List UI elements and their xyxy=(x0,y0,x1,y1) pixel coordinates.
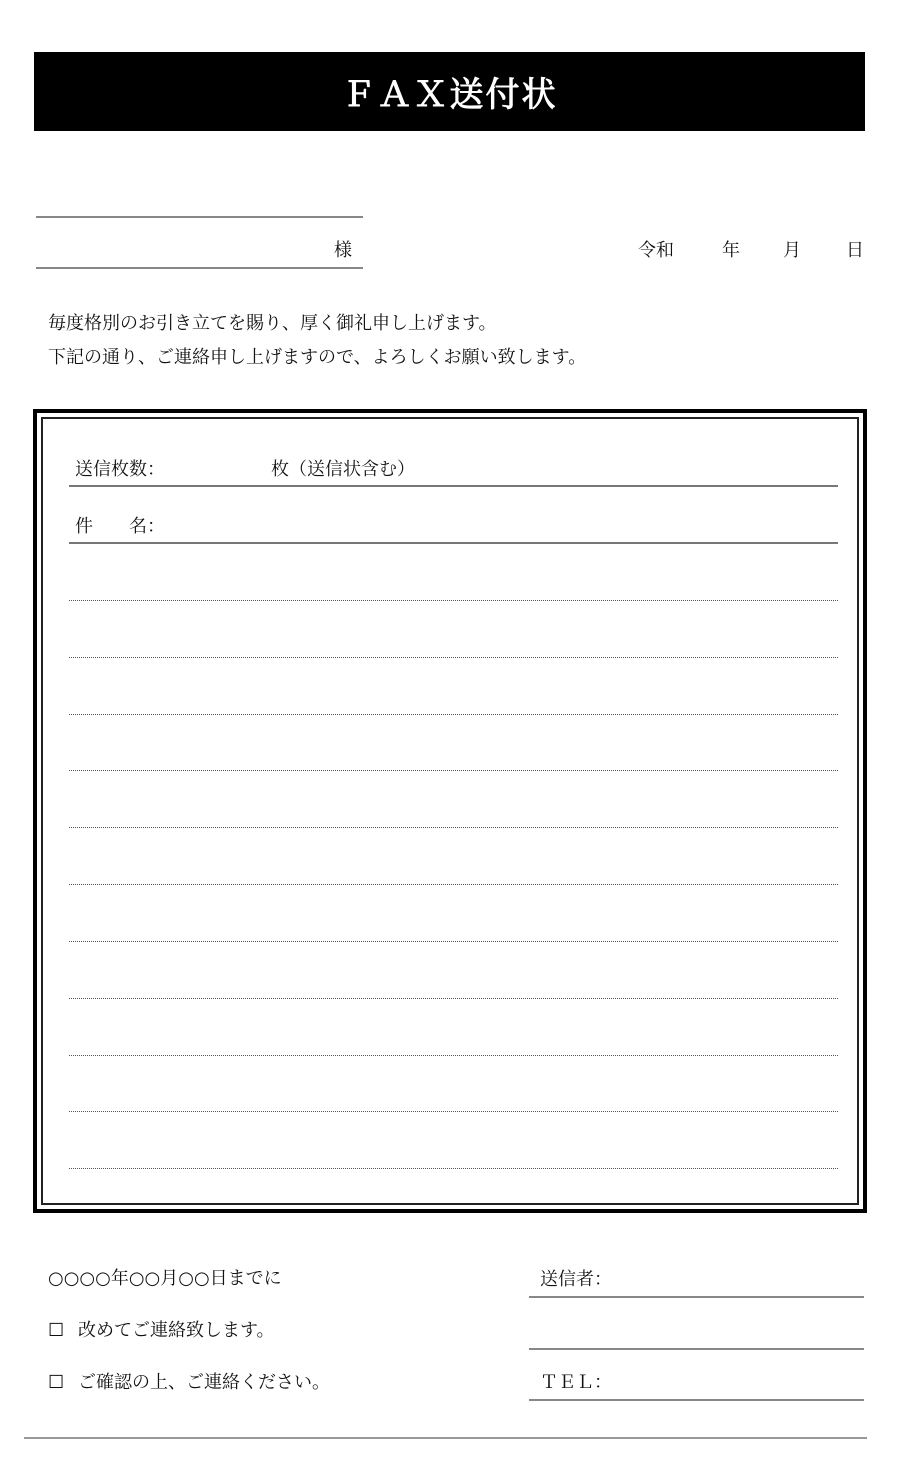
greeting-line-1: 毎度格別のお引き立てを賜り、厚く御礼申し上げます。 xyxy=(48,313,497,334)
date-year-unit: 年 xyxy=(722,240,740,261)
message-frame-inner xyxy=(41,417,859,1205)
message-line[interactable] xyxy=(69,1055,838,1056)
message-line[interactable] xyxy=(69,998,838,999)
sender-label: 送信者： xyxy=(540,1269,612,1290)
message-frame xyxy=(33,409,867,1213)
message-line[interactable] xyxy=(69,600,838,601)
message-line[interactable] xyxy=(69,884,838,885)
message-line[interactable] xyxy=(69,941,838,942)
reply-deadline: ○○○○年○○月○○日までに xyxy=(48,1268,282,1289)
recipient-honorific: 様 xyxy=(334,240,352,261)
message-line[interactable] xyxy=(69,1168,838,1169)
pages-label: 送信枚数： xyxy=(75,459,165,480)
tel-label: ＴＥＬ： xyxy=(540,1372,612,1393)
recipient-line-bottom xyxy=(36,267,363,269)
bottom-divider xyxy=(24,1437,867,1439)
subject-field-line[interactable] xyxy=(69,542,838,544)
date-month-unit: 月 xyxy=(783,240,801,261)
recipient-line-top xyxy=(36,216,363,218)
message-line[interactable] xyxy=(69,1111,838,1112)
option-confirm-contact[interactable] xyxy=(48,1374,330,1392)
date-day-unit: 日 xyxy=(846,240,864,261)
pages-field-line[interactable] xyxy=(69,485,838,487)
sender-field-line[interactable] xyxy=(529,1296,864,1298)
date-era: 令和 xyxy=(638,240,674,261)
page-title: ＦＡＸ送付状 xyxy=(341,75,558,115)
option-contact-again-label: 改めてご連絡致します。 xyxy=(78,1320,275,1341)
message-line[interactable] xyxy=(69,714,838,715)
checkbox-icon[interactable]: ☐ xyxy=(48,1320,65,1341)
tel-field-line[interactable] xyxy=(529,1399,864,1401)
option-contact-again[interactable] xyxy=(48,1322,275,1340)
option-confirm-contact-label: ご確認の上、ご連絡ください。 xyxy=(78,1372,330,1393)
greeting-line-2: 下記の通り、ご連絡申し上げますので、よろしくお願い致します。 xyxy=(48,347,587,368)
message-line[interactable] xyxy=(69,770,838,771)
fax-title-banner xyxy=(34,52,865,131)
message-line[interactable] xyxy=(69,827,838,828)
message-line[interactable] xyxy=(69,657,838,658)
checkbox-icon[interactable]: ☐ xyxy=(48,1372,65,1393)
subject-label: 件 名： xyxy=(75,516,165,537)
sender-field-line-2[interactable] xyxy=(529,1348,864,1350)
pages-suffix: 枚（送信状含む） xyxy=(271,459,415,480)
